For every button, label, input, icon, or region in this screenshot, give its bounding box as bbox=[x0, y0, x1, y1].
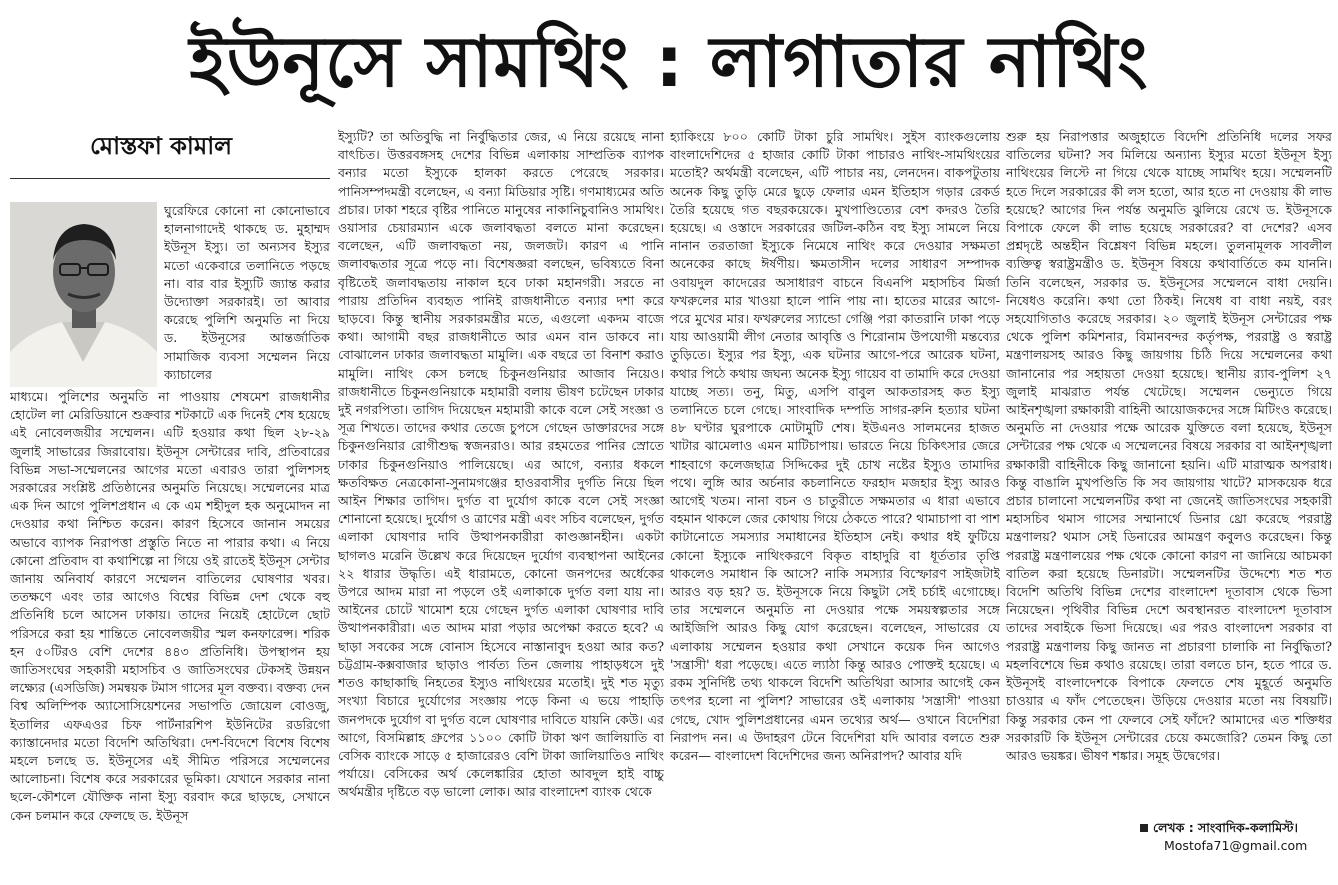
headline: ইউনূসে সামথিং : লাগাতার নাথিং bbox=[189, 21, 1149, 103]
author-email: Mostofa71@gmail.com bbox=[1164, 838, 1308, 853]
byline-divider bbox=[10, 178, 330, 179]
author-credit-text: লেখক : সাংবাদিক-কলামিস্ট। bbox=[1153, 820, 1298, 835]
column-3 bbox=[670, 128, 1000, 872]
column-1-body bbox=[10, 388, 330, 858]
bullet-square-icon bbox=[1140, 824, 1148, 832]
byline: মোস্তফা কামাল bbox=[90, 132, 233, 160]
column-4-text: শুরু হয় নিরাপত্তার অজুহাতে বিদেশি প্রতিনিধি দলের সফর বাতিলের ঘটনা? সব মিলিয়ে অন্যান্য ইস্যুর মতো ইউনূস ইস্যু নাথিংয়ের লিস্টে না গিয়ে থেকে যাচ্ছে সামথিং হয়ে। সম্মেলনটি হতে দিলে সরকারের কী লস হতো, আর হতে না দেওয়ায় কী লাভ হয়েছে? আগের দিন পর্যন্ত অনুমতি ঝুলিয়ে রেখে ড. ইউনূসকে বিপাকে ফেলে কী লাভ হয়েছে সরকারের? বা দেশের? এসব প্রশ্নদৃষ্টে অন্তহীন বিশ্লেষণ বিভিন্ন মহলে। তুলনামূলক সাবলীল ব্যক্তিত্ব স্বরাষ্ট্রমন্ত্রীও ড. ইউনূস বিষয়ে কথাবার্তিতে কম যাননি। তিনি বলেছেন, সরকার ড. ইউনূসের সম্মেলনে বাধা দেয়নি। নিষেধও করেনি। কথা তো ঠিকই। নিষেধ বা বাধা নয়ই, বরং সহযোগিতাও করেছে সরকার। ২০ জুলাই ইউনূস সেন্টারের পক্ষ থেকে পুলিশ কমিশনার, বিমানবন্দর কর্তৃপক্ষ, পররাষ্ট্র ও স্বরাষ্ট্র মন্ত্রণালয়সহ আরও কিছু জায়গায় চিঠি দিয়ে সম্মেলনের কথা জানানোর পর সহায়তা দেওয়া হয়েছে। স্থানীয় র‍্যাব-পুলিশ ২৭ জুলাই মাঝরাত পর্যন্ত খেটেছে। সম্মেলন ভেন্যুতে গিয়ে আইনশৃঙ্খলা রক্ষাকারী বাহিনী আয়োজকদের সঙ্গে মিটিংও করেছে। অনুমতি না দেওয়ার পক্ষে আরেক যুক্তিতে বলা হয়েছে, ইউনূস সেন্টারের পক্ষ থেকে এ সম্মেলনের বিষয়ে সরকার বা আইনশৃঙ্খলা রক্ষাকারী বাহিনীকে কিছু জানানো হয়নি। এটি মারাত্মক অপরাধ। কিন্তু বাঙালি মুখপণ্ডিতি কি সব জায়গায় খাটে? মাসকয়েক ধরে প্রচার চালানো সম্মেলনটির কথা না জেনেই জাতিসংঘের সহকারী মহাসচিব থমাস গাসের সম্মানার্থে ডিনার থ্রো করেছে পররাষ্ট্র মন্ত্রণালয়? থমাস সেই ডিনারের আমন্ত্রণ কবুলও করেছেন। কিন্তু পররাষ্ট্র মন্ত্রণালয়ের পক্ষ থেকে কোনো কারণ না জানিয়ে আচমকা বাতিল করা হয়েছে ডিনারটা। সম্মেলনটির উদ্দেশ্যে শত শত বিদেশি অতিথি বিভিন্ন দেশের বাংলাদেশ দূতাবাস থেকে ভিসা নিয়েছেন। পৃথিবীর বিভিন্ন দেশে অবস্থানরত বাংলাদেশ দূতাবাস তাদের সবাইকে ভিসা দিয়েছে। এর পরও বাংলাদেশ সরকার বা পররাষ্ট্র মন্ত্রণালয় কিছু জানত না প্রচারণা চালাকি না নির্বুদ্ধিতা? মহলবিশেষে ভিন্ন কথাও রয়েছে। তারা বলতে চান, হতে পারে ড. ইউনূসই বাংলাদেশকে বিপাকে ফেলতে শেষ মুহূর্তে অনুমতি চাওয়ার এ ফাঁদ পেতেছেন। উড়িয়ে দেওয়ার মতো নয় বিষয়টি। কিন্তু সরকার কেন পা ফেলবে সেই ফাঁদে? আমাদের এত শক্তিধর সরকারটি কি ইউনূস সেন্টারের চেয়ে কমজোরি? তেমন কিছু তো আরও ভয়ঙ্কর। ভীষণ শঙ্কার। সমূহ উদ্বেগের। bbox=[1006, 129, 1332, 763]
column-1-body-text: মাধ্যমে। পুলিশের অনুমতি না পাওয়ায় শেষমেশ রাজধানীর হোটেল লা মেরিডিয়ানে শুক্রবার শটকাটে এক দিনেই শেষ হয়েছে এই নোবেলজয়ীর সম্মেলন। এটি হওয়ার কথা ছিল ২৮-২৯ জুলাই সাভারের জিরাবোয়। ইউনূস সেন্টারের দাবি, প্রতিবারের বিভিন্ন সভা-সম্মেলনের আগের মতো এবারও তারা পুলিশসহ সরকারের সংশ্লিষ্ট প্রতিষ্ঠানের অনুমতি নিয়েছে। সম্মেলনের মাত্র এক দিন আগে পুলিশপ্রধান এ কে এম শহীদুল হক অনুমোদন না দেওয়ার কথা নিশ্চিত করেন। কারণ হিসেবে জানান সময়ের অভাবে ব্যাপক নিরাপত্তা প্রস্তুতি নিতে না পারার কথা। এ নিয়ে কোনো প্রতিবাদ বা কথাশিল্পে না গিয়ে ওই রাতেই ইউনূস সেন্টার জানায় অনিবার্য কারণে সম্মেলন বাতিলের ঘোষণার খবর। ততক্ষণে এবং তার আগেও বিশ্বের বিভিন্ন দেশ থেকে বহু প্রতিনিধি চলে আসেন ঢাকায়। তাদের নিয়েই হোটেলে ছোট পরিসরে করা হয় শান্তিতে নোবেলজয়ীর স্মল কনফারেন্স। শরিক হন ৫০টিরও বেশি দেশের ৪৪৩ প্রতিনিধি। উপস্থাপন হয় জাতিসংঘের সহকারী মহাসচিব ও জাতিসংঘের টেকসই উন্নয়ন লক্ষ্যের (এসডিজি) সমন্বয়ক টমাস গাসের মূল বক্তব্য। বক্তব্য দেন বিশ্ব অলিম্পিক অ্যাসোসিয়েশনের সভাপতি জোয়েল বোওজু, ইতালির এফএওর চিফ পার্টনারশিপ ইউনিটের রডরিগো ক্যাস্তানেদার মতো বিদেশি অতিথিরা। দেশ-বিদেশে বিশেষ বিশেষ মহলে চলছে ড. ইউনূসের এই সীমিত পরিসরে সম্মেলনের আলোচনা। বিশেষ করে সরকারের ভূমিকা। যেখানে সরকার নানা ছলে-কৌশলে যৌক্তিক নানা ইস্যু বরবাদ করে ছাড়ছে, সেখানে কেন চলমান করে ফেলছে ড. ইউনূস bbox=[10, 389, 330, 823]
column-2 bbox=[338, 128, 664, 872]
author-photo bbox=[10, 202, 157, 387]
column-4 bbox=[1006, 128, 1332, 828]
column-3-text: হ্যাকিংয়ে ৮০০ কোটি টাকা চুরি সামথিং। সুইস ব্যাংকগুলোয় বাংলাদেশিদের ৫ হাজার কোটি টাকা পাচারও নাথিং-সামথিংয়ের মতোই? অর্থমন্ত্রী বলেছেন, এটি পাচার নয়, লেনদেন। বাকপটুতায় অনেক কিছু তুড়ি মেরে ছুড়ে ফেলার এমন ইতিহাস গড়ার রেকর্ড তৈরি হয়েছে গত বছরকয়েকে। মুখপাণ্ডিত্যের বেশ কদরও তৈরি হয়েছে। এ ওস্তাদে সরকারের জটিল-কঠিন বহু ইস্যু সামলে নিয়ে নানান তরতাজা ইস্যুকে নিমেষে নাথিং করে দেওয়ার সক্ষমতা অনেকের কাছে ঈর্ষণীয়। ক্ষমতাসীন দলের সাধারণ সম্পাদক ওবায়দুল কাদেরের অসাধারণ বাচনে বিএনপি মহাসচিব মির্জা ফখরুলের মার খাওয়া হালে পানি পায় না। হাতের মারের আগে-পরে মুখের মার। ফখরুলের স্যান্ডো গেঞ্জি পরা কাতরানি ঢাকা পড়ে যায় আওয়ামী লীগ নেতার আবৃত্তি ও শিরোনাম উপযোগী মন্তব্যের তুড়িতে। ইস্যুর পর ইস্যু, এক ঘটনার আগে-পরে আরেক ঘটনা, কথার পিঠে কথায় জঘন্য অনেক ইস্যু গায়েব বা তামাদি করে দেওয়া যাচ্ছে সত্য। তনু, মিতু, এসপি বাবুল আকতারসহ কত ইস্যু তলানিতে চলে গেছে। সাংবাদিক দম্পতি সাগর-রুনি হত্যার ঘটনা ৪৮ ঘণ্টার ঘুরপাকে মোটামুটি শেষ। ইউএনও সালমনের হাজত খাটার ঝামেলাও এমন মাটিচাপায়। ভারতে নিয়ে চিকিৎসার জেরে শাহবাগে কলেজছাত্র সিদ্দিকের দুই চোখ নষ্টের ইস্যুও তামাদির পথে। লুঙ্গি আর অর্চনার কচলানিতে ফরহাদ মজহার ইস্যু আরও আগেই খতম। নানা বচন ও চাতুরীতে সক্ষমতার এ ধারা এভাবে বহমান থাকলে জের কোথায় গিয়ে ঠেকতে পারে? থামাচাপা বা পাশ কাটানোতে সমস্যার সমাধানের ইতিহাস নেই। কথার ধই ফুটিয়ে কোনো ইস্যুকে নাথিংকরণে বিকৃত বাহাদুরি বা ধূর্ততার তৃপ্তি থাকলেও সমাধান কি আসে? নাকি সমস্যার বিস্ফোরণ সাইজটাই আরও বড় হয়? ড. ইউনূসকে নিয়ে কিছুটা সেই চর্চাই এগোচ্ছে। তার সম্মেলনে অনুমতি না দেওয়ার পক্ষে সময়স্বল্পতার সঙ্গে আইজিপি আরও কিছু যোগ করেছেন। বলেছেন, সাভারের যে এলাকায় সম্মেলন হওয়ার কথা সেখানে কয়েক দিন আগেও 'সন্ত্রাসী' ধরা পড়েছে। এতে ল্যাঠা কিন্তু আরও পোক্তই হয়েছে। এ রকম সুনির্দিষ্ট তথ্য থাকলে বিদেশি অতিথিরা আসার আগেই কেন তৎপর হলো না পুলিশ? সাভারের ওই এলাকায় 'সন্ত্রাসী' পাওয়া গেছে, খোদ পুলিশপ্রধানের এমন তথ্যের অর্থ— ওখানে বিদেশিরা নিরাপদ নন। এ উদাহরণ টেনে বিদেশিরা যদি আবার বলতে শুরু করেন— বাংলাদেশ বিদেশিদের জন্য অনিরাপদ? আবার যদি bbox=[670, 129, 1000, 763]
author-credit bbox=[1140, 820, 1298, 840]
column-1-intro-text: ঘুরেফিরে কোনো না কোনোভাবে হালনাগাদেই থাকছে ড. মুহাম্মদ ইউনূস ইস্যু। তা অন্যসব ইস্যুর মতো একেবারে তলানিতে পড়ছে না। বার বার ইস্যুটি জ্যান্ত করার উদ্যোক্তা সরকারই। তা আবার করেছে পুলিশি অনুমতি না দিয়ে ড. ইউনূসের আন্তর্জাতিক সামাজিক ব্যবসা সম্মেলন নিয়ে ক্যাচালের bbox=[164, 203, 330, 382]
column-2-text: ইস্যুটি? তা অতিবুদ্ধি না নির্বুদ্ধিতার জের, এ নিয়ে রয়েছে নানা বাৎচিত। উত্তরবঙ্গসহ দেশের বিভিন্ন এলাকায় সাম্প্রতিক ব্যাপক বন্যার মতো ইস্যুকে হালকা করতে পেরেছে সরকার। পানিসম্পদমন্ত্রী বলেছেন, এ বন্যা মিডিয়ার সৃষ্টি। গণমাধ্যমের অতি প্রচার। ঢাকা শহরে বৃষ্টির পানিতে মানুষের নাকানিচুবানিও সামথিং। ওয়াসার চেয়ারম্যান একে জলাবদ্ধতা বলতে মানা করেছেন। বলেছেন, এটি জলাবদ্ধতা নয়, জলজট। কারণ এ পানি জলাবদ্ধতার সূত্রে পড়ে না। বিশেষজ্ঞরা বলছেন, ভবিষ্যতে বিনা বৃষ্টিতেই জলাবদ্ধতায় নাকাল হবে ঢাকা মহানগরী। সরতে না পারায় প্রতিদিন ব্যবহৃত পানিই রাজধানীতে বন্যার দশা করে ছাড়বে। কিন্তু স্থানীয় সরকারমন্ত্রীর মতে, এগুলো একদম বাজে কথা। আগামী বছর রাজধানীতে আর এমন বান ডাকবে না। বোঝালেন ঢাকার জলাবদ্ধতা মামুলি। এক বছরে তা বিনাশ করাও মামুলি। নাথিং কেস চলছে চিকুনগুনিয়ার আজাব নিয়েও। রাজধানীতে চিকুনগুনিয়াকে মহামারী বলায় ভীষণ চটেছেন ঢাকার দুই নগরপিতা। তাগিদ দিয়েছেন মহামারী কাকে বলে সেই সংজ্ঞা ও সূত্র শিখতে। তাদের কথার তেজে চুপসে গেছেন ডাক্তারদের সঙ্গে চিকুনগুনিয়ার রোগীশুদ্ধ স্বজনরাও। আর রহমতের পানির স্রোতে ঢাকার চিকুনগুনিয়াও পালিয়েছে। এর আগে, বন্যার ধকলে ক্ষতবিক্ষত নেত্রকোনা-সুনামগঞ্জের হাওরবাসীর দুর্গতি নিয়ে ছিল আইন শিক্ষার তাগিদ। দুর্গত বা দুর্যোগ কাকে বলে সেই সংজ্ঞা শোনানো হয়েছে। দুর্যোগ ও ত্রাণের মন্ত্রী এবং সচিব বলেছেন, দুর্গত এলাকা ঘোষণার দাবি উত্থাপনকারীরা কাণ্ডজ্ঞানহীন। একটা ছাগলও মরেনি উল্লেখ করে দিয়েছেন দুর্যোগ ব্যবস্থাপনা আইনের ২২ ধারার উদ্ধৃতি। এই ধারামতে, কোনো জনপদের অর্ধেকের উপরে আদম মারা না পড়লে ওই এলাকাকে দুর্গত বলা যায় না। আইনের চোটে খামোশ হয়ে গেছেন দুর্গত এলাকা ঘোষণার দাবি উত্থাপনকারীরা। এত আদম মারা পড়ার অপেক্ষা করতে হবে? এ ছাড়া সবকের সঙ্গে বোনাস হিসেবে নাস্তানাবুদ হওয়া আর কত? চট্টগ্রাম-কক্সবাজার ছাড়াও পার্বত্য তিন জেলায় পাহাড়ধসে দুই শতও কাছাকাছি নিহতের ইস্যুও নাথিংয়ের মতোই। দুই শত মৃত্যু সংখ্যা বিচারে দুর্যোগের সংজ্ঞায় পড়ে কিনা এ ভয়ে পাহাড়ি জনপদকে দুর্যোগ বা দুর্গত বলে ঘোষণার দাবিতে যায়নি কেউ। এর আগে, বিসমিল্লাহ গ্রুপের ১১০০ কোটি টাকা ঋণ জালিয়াতি বা বেসিক ব্যাংকে সাড়ে ৫ হাজারেরও বেশি টাকা জালিয়াতিও নাথিং পর্যায়ে। বেসিকের অর্থ কেলেঙ্কারির হোতা আবদুল হাই বাচ্চু অর্থমন্ত্রীর দৃষ্টিতে বড় ভালো লোক। আর বাংলাদেশ ব্যাংক থেকে bbox=[338, 129, 664, 800]
column-1-intro bbox=[164, 202, 330, 388]
author-portrait-image bbox=[10, 202, 157, 387]
